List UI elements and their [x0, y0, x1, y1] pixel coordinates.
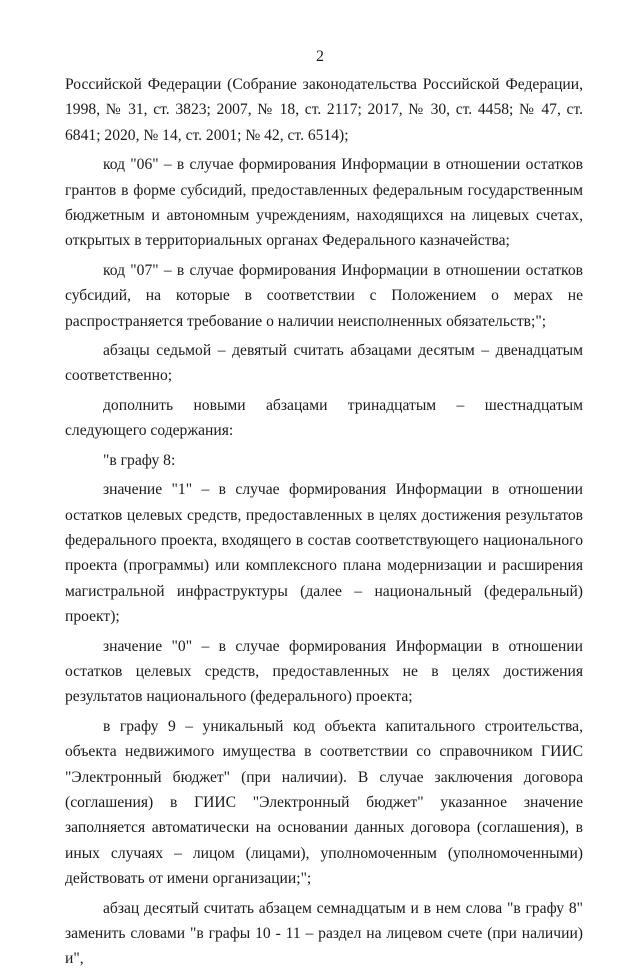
paragraph-supplement: дополнить новыми абзацами тринадцатым – шестнадцатым следующего содержания:	[65, 396, 583, 440]
paragraph-tenth-abzac: абзац десятый считать абзацем семнадцатым и в нем слова "в графу 8" заменить словами "в графы 10 - 11 – раздел на лицевом счете (при наличии) и",	[65, 899, 583, 968]
document-body	[65, 72, 583, 972]
paragraph-continuation: Российской Федерации (Собрание законодательства Российской Федерации, 1998, № 31, ст. 3823; 2007, № 18, ст. 2117; 2017, № 30, ст. 4458; № 47, ст. 6841; 2020, № 14, ст. 2001; № 42, ст. 6514);	[65, 76, 583, 144]
paragraph-value-1: значение "1" – в случае формирования Информации в отношении остатков целевых средств, предоставленных в целях достижения результатов федерального проекта, входящего в состав соответствующего национального проекта (программы) или комплексного плана модернизации и расширения магистральной инфраструктуры (далее – национальный (федеральный) проект);	[65, 481, 583, 626]
page-number: 2	[316, 48, 324, 65]
paragraph-code-07: код "07" – в случае формирования Информации в отношении остатков субсидий, на которые в соответствии с Положением о мерах не распространяется требование о наличии неисполненных обязательств;";	[65, 261, 583, 330]
paragraph-column-9: в графу 9 – уникальный код объекта капитального строительства, объекта недвижимого имущества в соответствии со справочником ГИИС "Электронный бюджет" (при наличии). В случае заключения договора (соглашения) в ГИИС "Электронный бюджет" указанное значение заполняется автоматически на основании данных договора (соглашения), в иных случаях – лицом (лицами), уполномоченным (уполномоченными) действовать от имени организации;";	[65, 717, 583, 888]
paragraph-column-8-heading: "в графу 8:	[103, 451, 176, 469]
paragraph-value-0: значение "0" – в случае формирования Информации в отношении остатков целевых средств, предоставленных не в целях достижения результатов национального (федерального) проекта;	[65, 637, 583, 706]
paragraph-code-06: код "06" – в случае формирования Информации в отношении остатков грантов в форме субсидий, предоставленных федеральным государственным бюджетным и автономным учреждениям, находящихся на лицевых счетах, открытых в территориальных органах Федерального казначейства;	[65, 156, 583, 250]
paragraph-renumbering: абзацы седьмой – девятый считать абзацами десятым – двенадцатым соответственно;	[65, 342, 583, 385]
